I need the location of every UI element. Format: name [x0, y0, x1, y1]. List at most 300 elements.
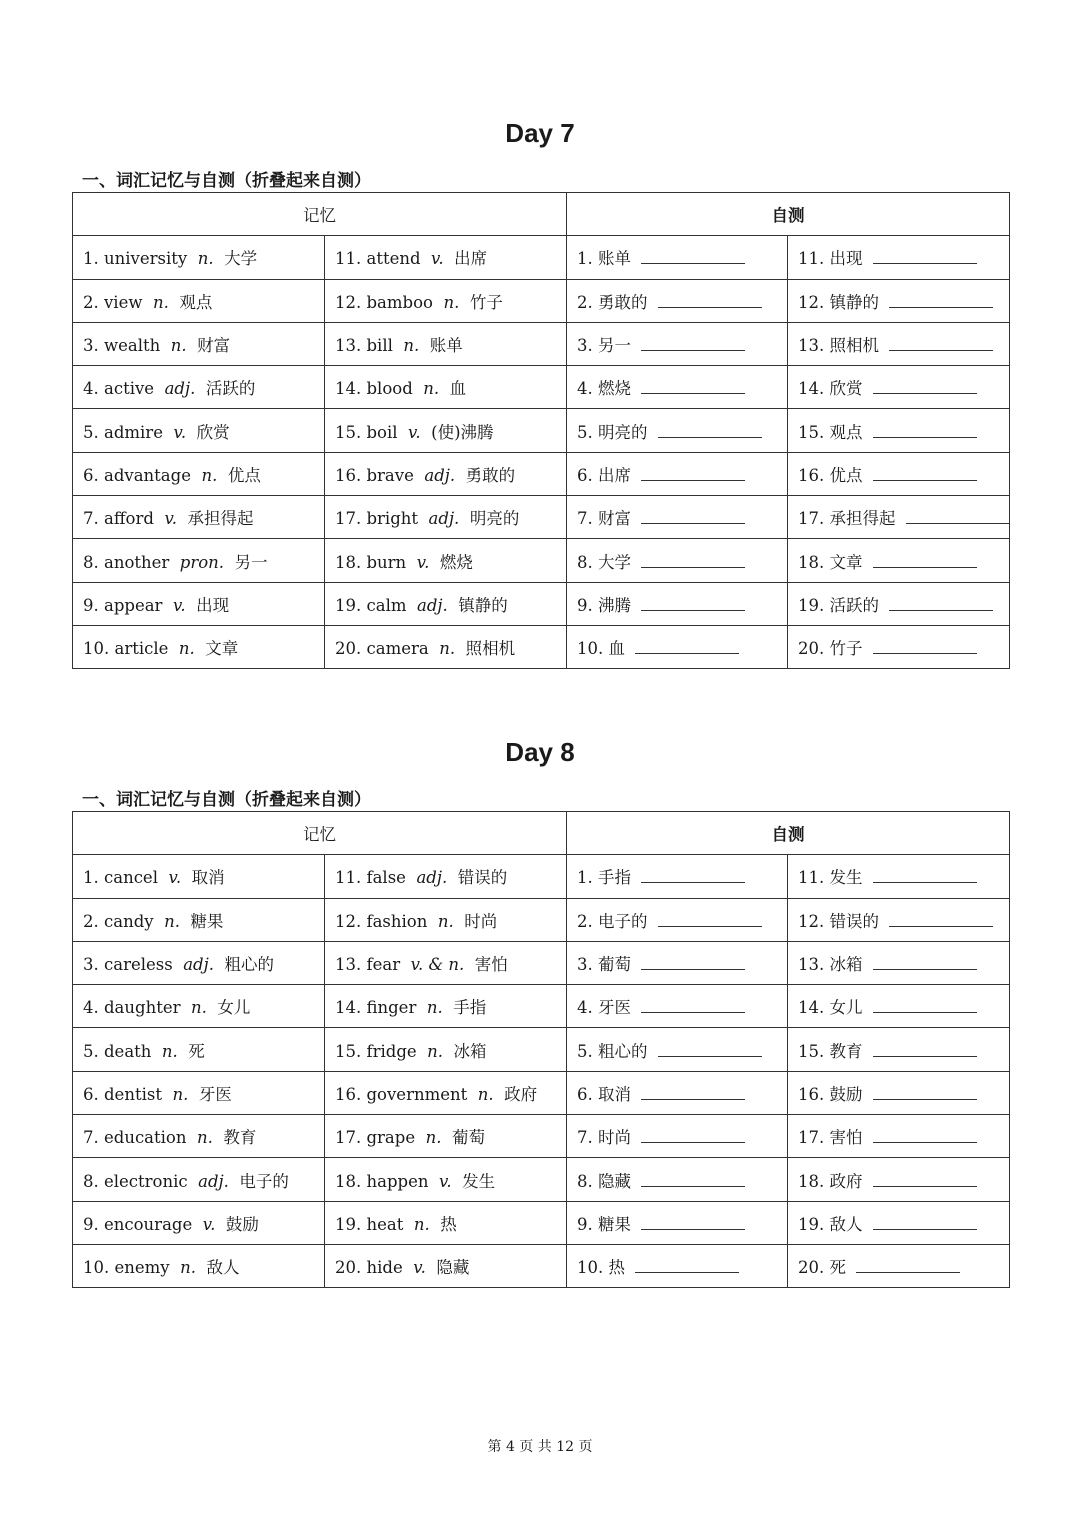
memory-cell	[73, 941, 325, 984]
day7-title: Day 7	[505, 118, 575, 148]
memory-cell	[73, 1158, 325, 1201]
table-row	[73, 898, 1010, 941]
test-prompt: 13. 冰箱	[798, 955, 863, 975]
day8-vocab-table	[72, 811, 1010, 1288]
part-of-speech: n.	[425, 1128, 442, 1148]
part-of-speech: v.	[413, 1258, 426, 1278]
vocab-word: 19. heat	[335, 1214, 404, 1234]
answer-blank[interactable]	[873, 377, 977, 394]
part-of-speech: n.	[477, 1084, 494, 1104]
self-test-cell	[788, 1158, 1010, 1201]
chinese-meaning: 财富	[197, 336, 231, 356]
test-prompt: 17. 承担得起	[798, 509, 896, 529]
test-prompt: 8. 大学	[577, 552, 631, 572]
vocab-word: 2. view	[83, 292, 143, 312]
vocab-word: 6. dentist	[83, 1084, 162, 1104]
test-prompt: 1. 账单	[577, 249, 631, 269]
memory-cell	[73, 985, 325, 1028]
memory-header: 记忆	[73, 812, 567, 855]
self-test-cell	[788, 452, 1010, 495]
vocab-word: 9. encourage	[83, 1214, 193, 1234]
answer-blank[interactable]	[641, 334, 745, 351]
part-of-speech: n.	[170, 336, 187, 356]
table-row	[73, 279, 1010, 322]
part-of-speech: v.	[168, 868, 182, 888]
vocab-word: 1. university	[83, 249, 188, 269]
memory-cell	[325, 366, 567, 409]
memory-cell	[73, 855, 325, 898]
table-row	[73, 409, 1010, 452]
day8-title: Day 8	[505, 737, 575, 767]
test-prompt: 19. 活跃的	[798, 595, 879, 615]
memory-cell	[325, 1158, 567, 1201]
page-footer: 第 4 页 共 12 页	[487, 1439, 593, 1455]
vocab-word: 8. another	[83, 552, 170, 572]
chinese-meaning: 欣赏	[196, 422, 230, 442]
chinese-meaning: 电子的	[239, 1171, 289, 1191]
vocab-word: 17. grape	[335, 1128, 416, 1148]
memory-cell	[73, 279, 325, 322]
self-test-cell	[567, 855, 788, 898]
table-row	[73, 539, 1010, 582]
chinese-meaning: 葡萄	[451, 1128, 485, 1148]
vocab-word: 14. blood	[335, 379, 413, 399]
self-test-cell	[567, 452, 788, 495]
day8-section-heading: 一、词汇记忆与自测（折叠起来自测）	[82, 790, 371, 810]
chinese-meaning: 热	[440, 1214, 457, 1234]
memory-cell	[325, 496, 567, 539]
self-test-cell	[788, 1244, 1010, 1287]
part-of-speech: n.	[172, 1084, 189, 1104]
answer-blank[interactable]	[873, 996, 977, 1013]
memory-cell	[325, 941, 567, 984]
part-of-speech: n.	[413, 1214, 430, 1234]
part-of-speech: n.	[180, 1258, 196, 1278]
test-prompt: 16. 优点	[798, 465, 863, 485]
self-test-cell	[567, 236, 788, 279]
self-test-cell	[567, 496, 788, 539]
self-test-cell	[788, 366, 1010, 409]
memory-cell	[73, 1244, 325, 1287]
chinese-meaning: 害怕	[474, 955, 508, 975]
test-prompt: 10. 血	[577, 639, 625, 659]
table-row	[73, 1115, 1010, 1158]
answer-blank[interactable]	[873, 1126, 977, 1143]
self-test-cell	[788, 985, 1010, 1028]
vocab-word: 18. happen	[335, 1171, 429, 1191]
answer-blank[interactable]	[658, 291, 762, 308]
vocab-word: 2. candy	[83, 911, 154, 931]
memory-cell	[325, 279, 567, 322]
memory-cell	[73, 452, 325, 495]
vocab-word: 10. article	[83, 639, 169, 659]
table-row	[73, 1244, 1010, 1287]
vocab-word: 8. electronic	[83, 1171, 188, 1191]
chinese-meaning: 燃烧	[439, 552, 473, 572]
answer-blank[interactable]	[641, 247, 745, 264]
part-of-speech: n.	[439, 639, 456, 659]
memory-cell	[325, 582, 567, 625]
chinese-meaning: 糖果	[190, 911, 224, 931]
self-test-cell	[567, 409, 788, 452]
day7-section-heading: 一、词汇记忆与自测（折叠起来自测）	[82, 171, 371, 191]
chinese-meaning: 取消	[191, 868, 225, 888]
answer-blank[interactable]	[906, 507, 1010, 524]
table-row	[73, 625, 1010, 668]
memory-cell	[325, 409, 567, 452]
answer-blank[interactable]	[641, 377, 745, 394]
self-test-cell	[788, 1201, 1010, 1244]
vocab-word: 1. cancel	[83, 868, 158, 888]
test-prompt: 19. 敌人	[798, 1214, 863, 1234]
self-test-cell	[788, 941, 1010, 984]
answer-blank[interactable]	[658, 421, 762, 438]
answer-blank[interactable]	[641, 507, 745, 524]
vocab-word: 9. appear	[83, 595, 163, 615]
chinese-meaning: 牙医	[198, 1084, 232, 1104]
answer-blank[interactable]	[641, 1083, 745, 1100]
table-row	[73, 236, 1010, 279]
self-test-cell	[788, 1028, 1010, 1071]
answer-blank[interactable]	[889, 291, 993, 308]
table-row	[73, 1201, 1010, 1244]
self-test-cell	[567, 539, 788, 582]
self-test-cell	[567, 1201, 788, 1244]
memory-cell	[325, 452, 567, 495]
test-prompt: 3. 葡萄	[577, 955, 631, 975]
table-row	[73, 855, 1010, 898]
vocab-word: 20. hide	[335, 1258, 403, 1278]
test-prompt: 14. 欣赏	[798, 379, 863, 399]
memory-cell	[73, 582, 325, 625]
vocab-word: 19. calm	[335, 595, 407, 615]
table-row	[73, 452, 1010, 495]
test-prompt: 13. 照相机	[798, 336, 879, 356]
answer-blank[interactable]	[641, 1170, 745, 1187]
part-of-speech: v.	[438, 1171, 452, 1191]
part-of-speech: n.	[437, 911, 454, 931]
self-test-cell	[567, 322, 788, 365]
test-prompt: 10. 热	[577, 1258, 625, 1278]
self-test-cell	[788, 409, 1010, 452]
vocab-word: 7. education	[83, 1128, 187, 1148]
table-row	[73, 1158, 1010, 1201]
answer-blank[interactable]	[873, 1213, 977, 1230]
test-prompt: 20. 死	[798, 1258, 846, 1278]
answer-blank[interactable]	[856, 1256, 960, 1273]
answer-blank[interactable]	[658, 910, 762, 927]
table-row	[73, 496, 1010, 539]
part-of-speech: n.	[426, 998, 443, 1018]
part-of-speech: n.	[403, 336, 420, 356]
self-test-cell	[567, 625, 788, 668]
chinese-meaning: 优点	[227, 465, 261, 485]
memory-cell	[73, 1115, 325, 1158]
answer-blank[interactable]	[889, 594, 993, 611]
part-of-speech: n.	[423, 379, 440, 399]
day7-vocab-table	[72, 192, 1010, 669]
memory-cell	[325, 855, 567, 898]
vocab-word: 6. advantage	[83, 465, 191, 485]
chinese-meaning: 照相机	[465, 639, 516, 659]
answer-blank[interactable]	[641, 1126, 745, 1143]
answer-blank[interactable]	[873, 1040, 977, 1057]
vocab-word: 13. bill	[335, 336, 393, 356]
test-prompt: 17. 害怕	[798, 1128, 863, 1148]
vocab-word: 4. active	[83, 379, 155, 399]
vocab-word: 20. camera	[335, 639, 429, 659]
vocab-word: 11. attend	[335, 249, 421, 269]
part-of-speech: v.	[202, 1214, 216, 1234]
table-row	[73, 322, 1010, 365]
part-of-speech: v.	[172, 595, 186, 615]
vocab-word: 12. bamboo	[335, 292, 433, 312]
test-prompt: 6. 取消	[577, 1084, 631, 1104]
self-test-cell	[788, 625, 1010, 668]
answer-blank[interactable]	[641, 996, 745, 1013]
vocab-word: 3. wealth	[83, 336, 161, 356]
vocab-word: 5. admire	[83, 422, 163, 442]
answer-blank[interactable]	[873, 637, 977, 654]
answer-blank[interactable]	[641, 594, 745, 611]
part-of-speech: v.	[416, 552, 430, 572]
self-test-cell	[567, 1158, 788, 1201]
part-of-speech: n.	[161, 1041, 178, 1061]
chinese-meaning: (使)沸腾	[431, 422, 494, 442]
chinese-meaning: 错误的	[457, 868, 508, 888]
test-prompt: 7. 时尚	[577, 1128, 631, 1148]
test-prompt: 8. 隐藏	[577, 1171, 631, 1191]
test-prompt: 18. 文章	[798, 552, 863, 572]
self-test-cell	[788, 236, 1010, 279]
chinese-meaning: 手指	[453, 998, 487, 1018]
vocab-word: 3. careless	[83, 955, 173, 975]
answer-blank[interactable]	[873, 1083, 977, 1100]
test-prompt: 4. 燃烧	[577, 379, 631, 399]
self-test-cell	[567, 1071, 788, 1114]
test-prompt: 12. 镇静的	[798, 292, 879, 312]
test-prompt: 15. 教育	[798, 1041, 863, 1061]
self-test-cell	[788, 582, 1010, 625]
memory-cell	[325, 322, 567, 365]
test-prompt: 5. 明亮的	[577, 422, 648, 442]
part-of-speech: v.	[431, 249, 444, 269]
answer-blank[interactable]	[641, 464, 745, 481]
self-test-cell	[788, 1071, 1010, 1114]
answer-blank[interactable]	[641, 866, 745, 883]
memory-cell	[325, 1115, 567, 1158]
answer-blank[interactable]	[635, 637, 739, 654]
chinese-meaning: 勇敢的	[465, 465, 516, 485]
memory-cell	[73, 409, 325, 452]
chinese-meaning: 明亮的	[469, 509, 520, 529]
answer-blank[interactable]	[873, 866, 977, 883]
self-test-cell	[567, 1244, 788, 1287]
chinese-meaning: 时尚	[464, 911, 498, 931]
part-of-speech: n.	[164, 911, 180, 931]
chinese-meaning: 敌人	[206, 1258, 240, 1278]
test-prompt: 1. 手指	[577, 868, 631, 888]
answer-blank[interactable]	[873, 953, 977, 970]
test-prompt: 9. 沸腾	[577, 595, 631, 615]
memory-cell	[73, 625, 325, 668]
self-test-cell	[788, 898, 1010, 941]
test-prompt: 7. 财富	[577, 509, 631, 529]
self-test-cell	[567, 582, 788, 625]
answer-blank[interactable]	[641, 953, 745, 970]
memory-cell	[325, 1071, 567, 1114]
test-prompt: 11. 出现	[798, 249, 863, 269]
self-test-header: 自测	[567, 812, 1010, 855]
test-prompt: 9. 糖果	[577, 1214, 631, 1234]
part-of-speech: adj.	[416, 868, 448, 888]
self-test-cell	[788, 539, 1010, 582]
table-row	[73, 985, 1010, 1028]
table-row	[73, 366, 1010, 409]
test-prompt: 5. 粗心的	[577, 1041, 648, 1061]
vocab-word: 14. finger	[335, 998, 417, 1018]
vocab-word: 17. bright	[335, 509, 419, 529]
part-of-speech: v.	[164, 509, 178, 529]
chinese-meaning: 镇静的	[458, 595, 508, 615]
vocab-word: 11. false	[335, 868, 406, 888]
chinese-meaning: 隐藏	[436, 1258, 470, 1278]
part-of-speech: n.	[427, 1041, 444, 1061]
test-prompt: 2. 电子的	[577, 911, 648, 931]
part-of-speech: n.	[201, 465, 218, 485]
chinese-meaning: 粗心的	[224, 955, 274, 975]
self-test-cell	[567, 1028, 788, 1071]
chinese-meaning: 另一	[234, 552, 268, 572]
test-prompt: 20. 竹子	[798, 639, 863, 659]
chinese-meaning: 承担得起	[187, 509, 254, 529]
chinese-meaning: 冰箱	[453, 1041, 487, 1061]
part-of-speech: n.	[443, 292, 460, 312]
vocab-word: 16. brave	[335, 465, 414, 485]
test-prompt: 16. 鼓励	[798, 1084, 863, 1104]
part-of-speech: v.	[408, 422, 421, 442]
vocab-word: 4. daughter	[83, 998, 181, 1018]
answer-blank[interactable]	[658, 1040, 762, 1057]
part-of-speech: adj.	[183, 955, 214, 975]
answer-blank[interactable]	[635, 1256, 739, 1273]
chinese-meaning: 政府	[504, 1084, 538, 1104]
part-of-speech: pron.	[179, 552, 225, 572]
test-prompt: 2. 勇敢的	[577, 292, 648, 312]
part-of-speech: adj.	[417, 595, 448, 615]
answer-blank[interactable]	[889, 334, 993, 351]
self-test-cell	[788, 322, 1010, 365]
chinese-meaning: 竹子	[469, 292, 503, 312]
chinese-meaning: 活跃的	[205, 379, 256, 399]
test-prompt: 12. 错误的	[798, 911, 879, 931]
answer-blank[interactable]	[873, 551, 977, 568]
table-row	[73, 941, 1010, 984]
answer-blank[interactable]	[873, 247, 977, 264]
part-of-speech: adj.	[428, 509, 460, 529]
chinese-meaning: 死	[188, 1041, 205, 1061]
memory-cell	[325, 539, 567, 582]
chinese-meaning: 发生	[462, 1171, 496, 1191]
memory-cell	[73, 1028, 325, 1071]
vocab-word: 16. government	[335, 1084, 468, 1104]
vocab-word: 13. fear	[335, 955, 401, 975]
test-prompt: 18. 政府	[798, 1171, 863, 1191]
table-row	[73, 582, 1010, 625]
answer-blank[interactable]	[873, 464, 977, 481]
answer-blank[interactable]	[873, 421, 977, 438]
self-test-cell	[567, 898, 788, 941]
table-header-row	[73, 193, 1010, 236]
chinese-meaning: 女儿	[217, 998, 251, 1018]
chinese-meaning: 教育	[223, 1128, 257, 1148]
memory-cell	[325, 1201, 567, 1244]
memory-cell	[325, 1028, 567, 1071]
part-of-speech: v. & n.	[410, 955, 465, 975]
part-of-speech: adj.	[424, 465, 456, 485]
self-test-cell	[567, 985, 788, 1028]
self-test-cell	[567, 941, 788, 984]
memory-cell	[73, 1201, 325, 1244]
self-test-cell	[567, 366, 788, 409]
test-prompt: 11. 发生	[798, 868, 863, 888]
chinese-meaning: 血	[449, 379, 467, 399]
memory-cell	[73, 322, 325, 365]
memory-cell	[325, 236, 567, 279]
self-test-header: 自测	[567, 193, 1010, 236]
self-test-cell	[567, 1115, 788, 1158]
answer-blank[interactable]	[873, 1170, 977, 1187]
test-prompt: 3. 另一	[577, 336, 631, 356]
part-of-speech: n.	[178, 639, 195, 659]
table-row	[73, 1028, 1010, 1071]
part-of-speech: adj.	[164, 379, 196, 399]
self-test-cell	[788, 855, 1010, 898]
table-header-row	[73, 812, 1010, 855]
self-test-cell	[788, 1115, 1010, 1158]
memory-cell	[73, 366, 325, 409]
table-row	[73, 1071, 1010, 1114]
self-test-cell	[567, 279, 788, 322]
memory-cell	[73, 1071, 325, 1114]
memory-cell	[73, 539, 325, 582]
chinese-meaning: 文章	[205, 639, 239, 659]
vocab-word: 7. afford	[83, 509, 154, 529]
part-of-speech: adj.	[198, 1171, 229, 1191]
vocab-word: 15. fridge	[335, 1041, 417, 1061]
memory-cell	[73, 898, 325, 941]
test-prompt: 15. 观点	[798, 422, 863, 442]
chinese-meaning: 大学	[224, 249, 258, 269]
memory-header: 记忆	[73, 193, 567, 236]
vocab-word: 12. fashion	[335, 911, 428, 931]
vocab-word: 18. burn	[335, 552, 407, 572]
memory-cell	[73, 236, 325, 279]
self-test-cell	[788, 496, 1010, 539]
test-prompt: 6. 出席	[577, 465, 631, 485]
part-of-speech: n.	[152, 292, 169, 312]
chinese-meaning: 出席	[454, 249, 488, 269]
memory-cell	[325, 625, 567, 668]
chinese-meaning: 出现	[196, 595, 230, 615]
test-prompt: 4. 牙医	[577, 998, 631, 1018]
answer-blank[interactable]	[889, 910, 993, 927]
vocab-word: 5. death	[83, 1041, 152, 1061]
answer-blank[interactable]	[641, 1213, 745, 1230]
test-prompt: 14. 女儿	[798, 998, 863, 1018]
answer-blank[interactable]	[641, 551, 745, 568]
part-of-speech: v.	[173, 422, 187, 442]
